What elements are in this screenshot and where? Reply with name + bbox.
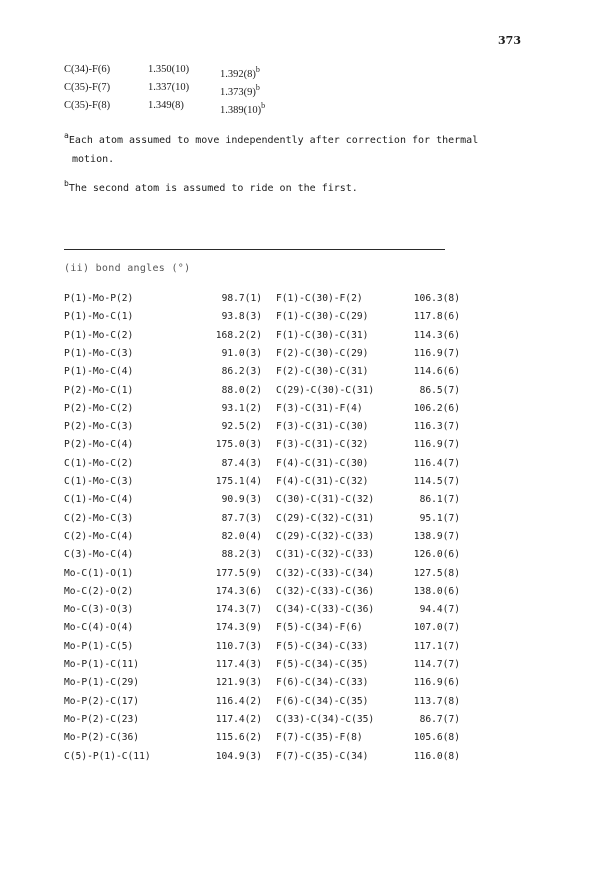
- angle-row: [0, 491, 593, 509]
- corrected-distance-value: $1.392(8)^b$: [220, 65, 260, 80]
- angle-row: [0, 748, 593, 766]
- angle-row: [0, 619, 593, 637]
- angle-value: 121.9(3): [215, 677, 262, 689]
- footnote-b: [64, 174, 504, 198]
- angle-value: 94.4(7): [419, 604, 460, 616]
- angle-label: F(4)-C(31)-C(32): [276, 476, 369, 487]
- angle-value: 117.4(3): [215, 659, 262, 670]
- angle-row: [0, 345, 593, 363]
- angle-value: 174.3(6): [215, 585, 262, 597]
- distance-value: 1.337(10): [148, 82, 190, 93]
- angle-value: 104.9(3): [215, 750, 262, 762]
- angle-row: [0, 528, 593, 546]
- angle-value: 113.7(8): [413, 695, 460, 707]
- angle-value: 91.0(3): [221, 347, 262, 359]
- angle-row: [0, 711, 593, 729]
- angle-label: F(3)-C(31)-F(4): [276, 402, 363, 414]
- angle-value: 175.1(4): [215, 476, 262, 487]
- angle-label: C(2)-Mo-C(4): [64, 530, 134, 542]
- angle-row: [0, 400, 593, 418]
- angle-row: [0, 510, 593, 528]
- angle-label: C(29)-C(30)-C(31): [276, 384, 375, 396]
- angle-value: 90.9(3): [221, 494, 262, 506]
- angle-value: 174.3(9): [215, 622, 262, 634]
- angle-value: 115.6(2): [215, 732, 262, 744]
- angle-value: 86.5(7): [419, 384, 460, 396]
- angle-row: [0, 546, 593, 564]
- angle-label: F(7)-C(35)-C(34): [276, 750, 369, 762]
- bond-label: C(34)-F(6): [64, 64, 111, 75]
- angle-label: C(1)-Mo-C(2): [64, 457, 134, 469]
- angle-row: [0, 455, 593, 473]
- angle-value: 106.3(8): [413, 293, 460, 304]
- distance-value: 1.350(10): [148, 64, 190, 75]
- angle-label: Mo-C(3)-O(3): [64, 604, 134, 616]
- angle-label: P(1)-Mo-C(1): [64, 311, 134, 323]
- angle-row: [0, 601, 593, 619]
- angle-value: 116.3(7): [413, 421, 460, 433]
- footnote-mark: b: [261, 101, 266, 110]
- footnote-mark: b: [255, 65, 260, 74]
- page-number: 373: [498, 34, 521, 47]
- angle-row: [0, 473, 593, 491]
- angle-label: F(3)-C(31)-C(32): [276, 439, 369, 451]
- angle-value: 114.3(6): [413, 329, 460, 341]
- angle-value: 116.0(8): [413, 750, 460, 762]
- angle-label: F(5)-C(34)-F(6): [276, 622, 363, 634]
- angle-label: Mo-C(2)-O(2): [64, 585, 134, 597]
- angle-value: 88.0(2): [221, 384, 262, 396]
- angle-row: [0, 327, 593, 345]
- angle-label: P(1)-Mo-C(4): [64, 366, 134, 378]
- angle-label: Mo-P(1)-C(11): [64, 659, 140, 670]
- angle-row: [0, 674, 593, 692]
- angle-label: Mo-P(2)-C(17): [64, 695, 140, 707]
- footnote-text: The second atom is assumed to ride on the first.: [68, 183, 358, 194]
- angle-row: [0, 656, 593, 674]
- angle-value: 93.8(3): [221, 311, 262, 323]
- angle-label: F(1)-C(30)-C(31): [276, 329, 369, 341]
- angle-row: [0, 418, 593, 436]
- angle-label: F(7)-C(35)-F(8): [276, 732, 363, 744]
- angle-value: 106.2(6): [413, 402, 460, 414]
- angle-value: 138.9(7): [413, 530, 460, 542]
- angle-value: 86.1(7): [419, 494, 460, 506]
- angle-value: 116.9(6): [413, 677, 460, 689]
- angle-label: C(32)-C(33)-C(36): [276, 585, 375, 597]
- angle-row: [0, 382, 593, 400]
- angle-label: F(6)-C(34)-C(35): [276, 695, 369, 707]
- angle-label: F(5)-C(34)-C(35): [276, 659, 369, 670]
- angle-value: 88.2(3): [221, 549, 262, 561]
- angle-label: P(2)-Mo-C(3): [64, 421, 134, 433]
- angle-label: C(5)-P(1)-C(11): [64, 750, 151, 762]
- angle-label: C(34)-C(33)-C(36): [276, 604, 375, 616]
- footnote-mark: a: [64, 131, 69, 140]
- footnote-mark: b: [64, 179, 69, 188]
- footnote-text-continued: motion.: [72, 154, 115, 165]
- angle-row: [0, 308, 593, 326]
- horizontal-rule: [64, 249, 445, 250]
- angle-value: 93.1(2): [221, 402, 262, 414]
- angle-value: 92.5(2): [221, 421, 262, 433]
- angle-value: 127.5(8): [413, 567, 460, 579]
- angle-label: C(29)-C(32)-C(33): [276, 530, 375, 542]
- angle-label: F(1)-C(30)-F(2): [276, 293, 363, 304]
- angle-value: 105.6(8): [413, 732, 460, 744]
- angle-label: P(1)-Mo-C(2): [64, 329, 134, 341]
- angle-value: 116.4(2): [215, 695, 262, 707]
- angle-label: P(1)-Mo-P(2): [64, 293, 134, 304]
- section-title: (ii) bond angles (°): [64, 263, 191, 274]
- angle-label: Mo-P(1)-C(5): [64, 640, 134, 652]
- angle-label: F(4)-C(31)-C(30): [276, 457, 369, 469]
- angle-row: [0, 729, 593, 747]
- angle-label: F(1)-C(30)-C(29): [276, 311, 369, 323]
- angle-value: 168.2(2): [215, 329, 262, 341]
- angle-label: C(1)-Mo-C(3): [64, 476, 134, 487]
- angle-value: 175.0(3): [215, 439, 262, 451]
- angle-value: 87.7(3): [221, 512, 262, 524]
- angle-label: Mo-C(4)-O(4): [64, 622, 134, 634]
- angle-row: [0, 290, 593, 308]
- bond-label: C(35)-F(7): [64, 82, 111, 93]
- angle-label: P(2)-Mo-C(1): [64, 384, 134, 396]
- angle-label: C(33)-C(34)-C(35): [276, 713, 375, 725]
- angle-value: 138.0(6): [413, 585, 460, 597]
- angle-value: 116.9(7): [413, 439, 460, 451]
- bond-label: C(35)-F(8): [64, 100, 111, 111]
- angle-value: 98.7(1): [221, 293, 262, 304]
- angle-row: [0, 565, 593, 583]
- angle-value: 87.4(3): [221, 457, 262, 469]
- angle-label: F(3)-C(31)-C(30): [276, 421, 369, 433]
- angle-label: C(2)-Mo-C(3): [64, 512, 134, 524]
- angle-value: 116.9(7): [413, 347, 460, 359]
- angle-value: 126.0(6): [413, 549, 460, 561]
- corrected-distance-value: $1.373(9)^b$: [220, 83, 260, 98]
- angle-label: P(2)-Mo-C(2): [64, 402, 134, 414]
- angle-value: 82.0(4): [221, 530, 262, 542]
- angle-row: [0, 693, 593, 711]
- angle-value: 114.5(7): [413, 476, 460, 487]
- angle-value: 117.4(2): [215, 713, 262, 725]
- angle-value: 177.5(9): [215, 567, 262, 579]
- angle-label: Mo-P(2)-C(36): [64, 732, 140, 744]
- angle-value: 114.7(7): [413, 659, 460, 670]
- angle-row: [0, 363, 593, 381]
- angle-value: 86.7(7): [419, 713, 460, 725]
- distance-value: 1.349(8): [148, 100, 184, 111]
- angle-label: Mo-C(1)-O(1): [64, 567, 134, 579]
- angle-value: 95.1(7): [419, 512, 460, 524]
- angle-value: 116.4(7): [413, 457, 460, 469]
- angle-value: 107.0(7): [413, 622, 460, 634]
- angle-label: Mo-P(2)-C(23): [64, 713, 140, 725]
- corrected-distance-value: $1.389(10)^b$: [220, 101, 266, 116]
- angle-value: 86.2(3): [221, 366, 262, 378]
- angle-label: F(2)-C(30)-C(29): [276, 347, 369, 359]
- angle-value: 114.6(6): [413, 366, 460, 378]
- angle-label: P(1)-Mo-C(3): [64, 347, 134, 359]
- footnote-a: [64, 126, 504, 169]
- angle-label: C(31)-C(32)-C(33): [276, 549, 375, 561]
- angle-label: F(5)-C(34)-C(33): [276, 640, 369, 652]
- angle-row: [0, 583, 593, 601]
- angle-label: C(29)-C(32)-C(31): [276, 512, 375, 524]
- angle-label: C(30)-C(31)-C(32): [276, 494, 375, 506]
- angle-value: 117.8(6): [413, 311, 460, 323]
- angle-label: Mo-P(1)-C(29): [64, 677, 140, 689]
- angle-row: [0, 638, 593, 656]
- angle-label: C(3)-Mo-C(4): [64, 549, 134, 561]
- footnote-mark: b: [255, 83, 260, 92]
- angle-label: F(2)-C(30)-C(31): [276, 366, 369, 378]
- angle-label: P(2)-Mo-C(4): [64, 439, 134, 451]
- angle-label: F(6)-C(34)-C(33): [276, 677, 369, 689]
- footnote-text: Each atom assumed to move independently after correction for thermal: [68, 135, 479, 146]
- angle-label: C(1)-Mo-C(4): [64, 494, 134, 506]
- angle-label: C(32)-C(33)-C(34): [276, 567, 375, 579]
- angle-value: 110.7(3): [215, 640, 262, 652]
- angle-value: 174.3(7): [215, 604, 262, 616]
- angle-row: [0, 436, 593, 454]
- angle-value: 117.1(7): [413, 640, 460, 652]
